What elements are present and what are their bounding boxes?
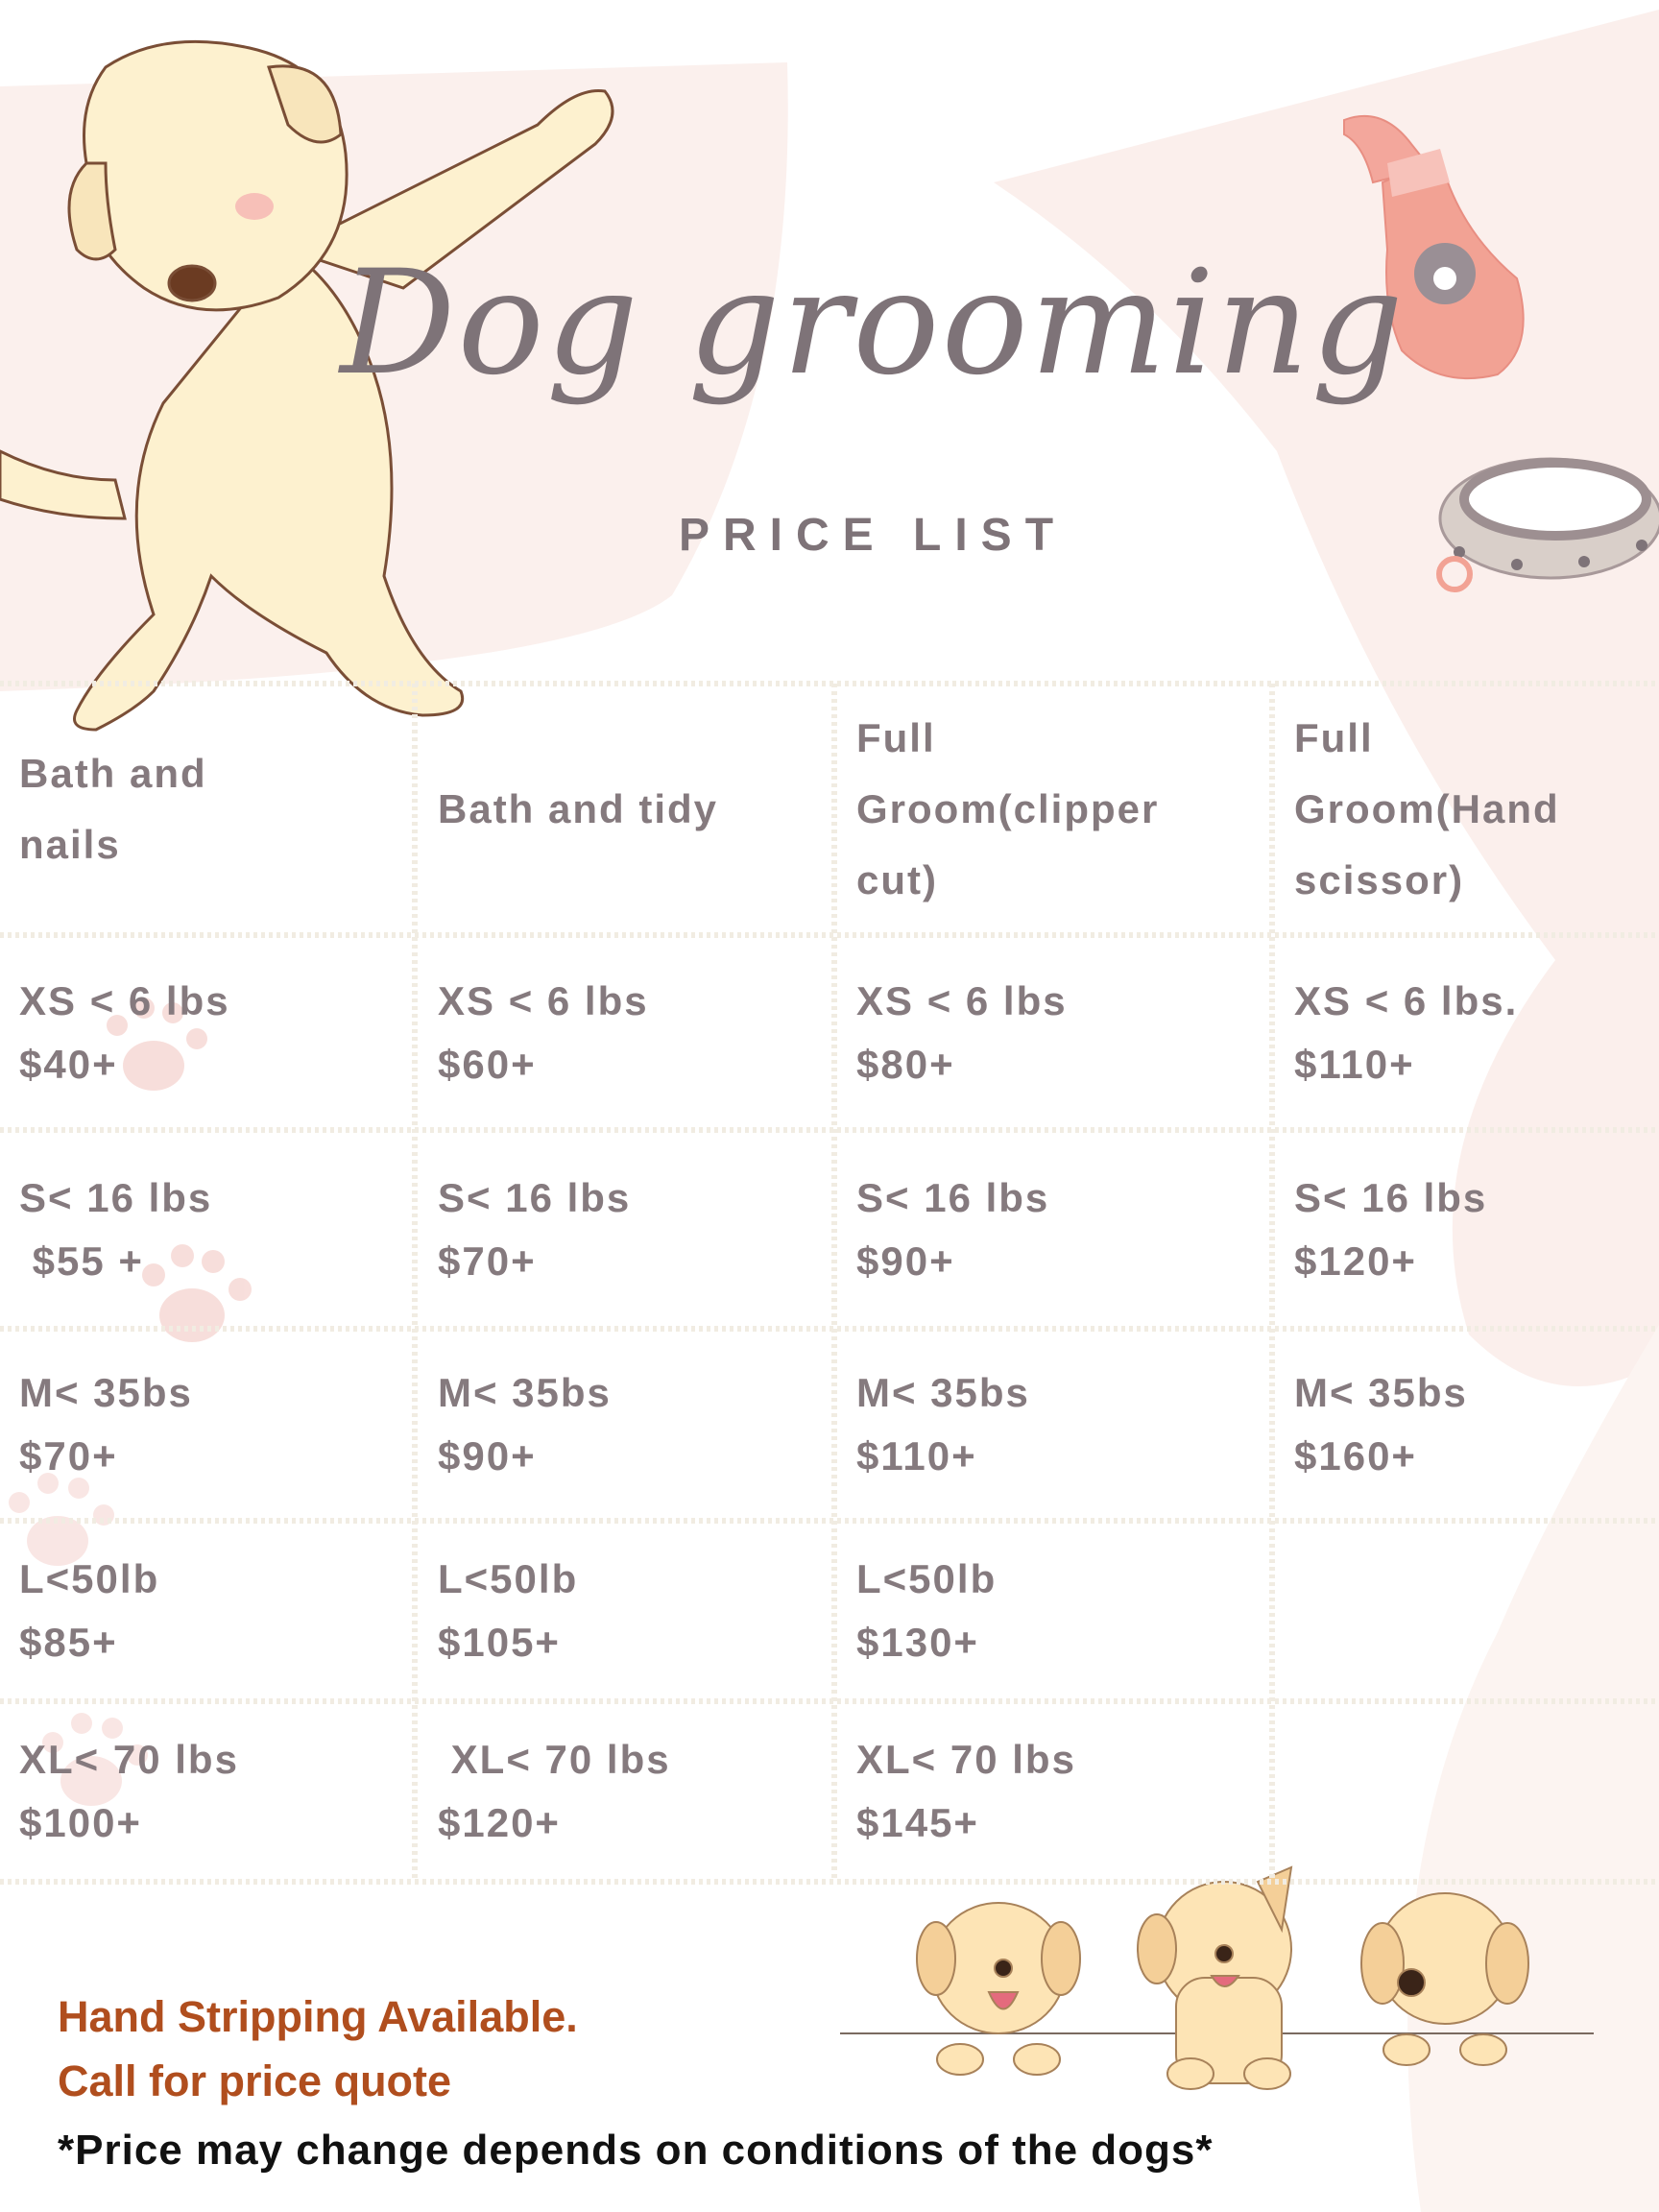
price-cell	[438, 1130, 829, 1329]
size-label: S< 16 lbs	[19, 1174, 213, 1220]
price-value: $85+	[19, 1620, 118, 1665]
column-header-line: Bath and	[19, 751, 207, 796]
size-label: XL< 70 lbs	[856, 1737, 1076, 1782]
price-table	[0, 684, 1659, 1882]
column-header-line: cut)	[856, 857, 938, 902]
price-cell	[438, 935, 829, 1130]
size-label: M< 35bs	[438, 1370, 612, 1415]
size-label: L<50lb	[19, 1556, 160, 1601]
price-value: $90+	[856, 1238, 955, 1284]
column-header-line: Groom(Hand	[1294, 786, 1560, 831]
price-value: $160+	[1294, 1433, 1417, 1479]
size-label: XS < 6 lbs.	[1294, 977, 1519, 1023]
price-cell	[438, 1329, 829, 1521]
price-cell	[19, 935, 405, 1130]
price-value: $110+	[1294, 1041, 1415, 1087]
price-value: $145+	[856, 1800, 979, 1845]
price-cell	[1294, 1329, 1652, 1521]
table-column-divider	[1269, 684, 1275, 1882]
price-quote-note: Call for price quote	[58, 2056, 452, 2105]
price-value: $90+	[438, 1433, 537, 1479]
price-value: $110+	[856, 1433, 977, 1479]
price-value: $80+	[856, 1041, 955, 1087]
price-cell	[19, 1329, 405, 1521]
price-value: $70+	[438, 1238, 537, 1284]
size-label: XS < 6 lbs	[856, 977, 1068, 1023]
price-cell	[856, 1521, 1265, 1701]
column-header-line: Full	[1294, 715, 1374, 760]
size-label: XS < 6 lbs	[438, 977, 649, 1023]
puppy-illustration	[917, 1903, 1080, 2075]
price-value: $100+	[19, 1800, 142, 1845]
size-label: S< 16 lbs	[856, 1174, 1050, 1220]
size-label: L<50lb	[856, 1556, 998, 1601]
size-label: M< 35bs	[1294, 1370, 1468, 1415]
price-cell	[1294, 1130, 1652, 1329]
price-value: $120+	[438, 1800, 561, 1845]
price-value: $60+	[438, 1041, 537, 1087]
column-header-line: Full	[856, 715, 936, 760]
price-value: $70+	[19, 1433, 118, 1479]
size-label: S< 16 lbs	[1294, 1174, 1488, 1220]
column-header	[19, 684, 405, 935]
price-cell	[19, 1701, 405, 1882]
size-label: M< 35bs	[19, 1370, 193, 1415]
table-column-divider	[412, 684, 418, 1882]
price-value: $105+	[438, 1620, 561, 1665]
price-disclaimer: *Price may change depends on conditions of the dogs*	[58, 2127, 1214, 2174]
price-cell	[438, 1521, 829, 1701]
price-value: $40+	[19, 1041, 118, 1087]
price-cell	[856, 1701, 1265, 1882]
price-cell	[856, 1130, 1265, 1329]
price-cell	[438, 1701, 829, 1882]
table-column-divider	[831, 684, 837, 1882]
price-value: $130+	[856, 1620, 979, 1665]
column-header-line: Bath and tidy	[438, 786, 719, 831]
price-value: $120+	[1294, 1238, 1417, 1284]
column-header	[856, 684, 1265, 935]
price-cell	[1294, 1521, 1652, 1701]
size-label: XL< 70 lbs	[438, 1737, 671, 1782]
price-cell	[1294, 1701, 1652, 1882]
column-header-line: scissor)	[1294, 857, 1465, 902]
price-value: $55 +	[19, 1238, 144, 1284]
hand-stripping-note: Hand Stripping Available.	[58, 1992, 578, 2041]
column-header	[438, 684, 829, 935]
size-label: XL< 70 lbs	[19, 1737, 239, 1782]
size-label: M< 35bs	[856, 1370, 1030, 1415]
page-title: Dog grooming	[340, 240, 1406, 407]
size-label: L<50lb	[438, 1556, 579, 1601]
column-header-line: Groom(clipper	[856, 786, 1160, 831]
size-label: XS < 6 lbs	[19, 977, 230, 1023]
price-cell	[856, 1329, 1265, 1521]
price-cell	[856, 935, 1265, 1130]
puppy-illustration	[1138, 1867, 1291, 2089]
column-header	[1294, 684, 1652, 935]
column-header-line: nails	[19, 822, 121, 867]
price-cell	[19, 1130, 405, 1329]
page-subtitle: PRICE LIST	[678, 510, 1068, 561]
size-label: S< 16 lbs	[438, 1174, 632, 1220]
price-cell	[19, 1521, 405, 1701]
price-cell	[1294, 935, 1652, 1130]
